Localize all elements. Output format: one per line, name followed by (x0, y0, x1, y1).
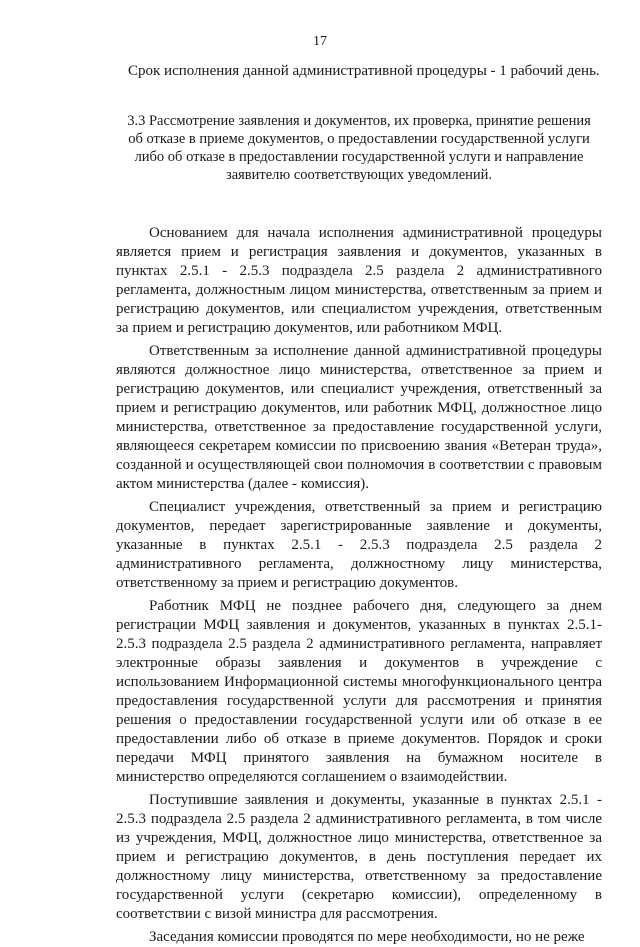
paragraph-received-documents: Поступившие заявления и документы, указанные в пунктах 2.5.1 - 2.5.3 подраздела 2.5 раздела 2 административного регламента, в том числе из учреждения, МФЦ, должностное лицо министерства, ответственное за прием и регистрацию документов, в день поступления передает их должностному лицу министерства, ответственному за предоставление государственной услуги (секретарю комиссии), определенному в соответствии с визой министра для рассмотрения. (116, 792, 602, 922)
paragraph-specialist: Специалист учреждения, ответственный за прием и регистрацию документов, передает зарегистрированные заявление и документы, указанные в пунктах 2.5.1 - 2.5.3 подраздела 2.5 раздела 2 административного регламента, должностному лицу министерства, ответственному за прием и регистрацию документов. (116, 499, 602, 591)
lead-paragraph: Срок исполнения данной административной процедуры - 1 рабочий день. (128, 63, 600, 79)
document-body (116, 62, 602, 947)
paragraph-mfc-worker: Работник МФЦ не позднее рабочего дня, следующего за днем регистрации МФЦ заявления и документов, указанных в пунктах 2.5.1-2.5.3 подраздела 2.5 раздела 2 административного регламента, направляет электронные образы заявления и документов в учреждение с использованием Информационной системы многофункционального центра предоставления государственной услуги для рассмотрения и принятия решения о предоставлении государственной услуги или об отказе в ее предоставлении либо об отказе в приеме документов. Порядок и сроки передачи МФЦ принятого заявления на бумажном носителе в министерство определяются соглашением о взаимодействии. (116, 598, 602, 785)
paragraph-commission-meetings: Заседания комиссии проводятся по мере необходимости, но не реже (149, 929, 585, 945)
section-heading: 3.3 Рассмотрение заявления и документов, их проверка, принятие решения об отказе в приеме документов, о предоставлении государственной услуги либо об отказе в предоставлении государственной услуги и направление заявителю соответствующих уведомлений. (127, 113, 591, 183)
page-number: 17 (313, 34, 327, 49)
paragraph-basis: Основанием для начала исполнения административной процедуры является прием и регистрация заявления и документов, указанных в пунктах 2.5.1 - 2.5.3 подраздела 2.5 раздела 2 административного регламента, должностным лицом министерства, ответственным за прием и регистрацию документов, или специалистом учреждения, ответственным за прием и регистрацию документов, или работником МФЦ. (116, 225, 602, 336)
paragraph-responsible: Ответственным за исполнение данной административной процедуры являются должностное лицо министерства, ответственное за прием и регистрацию документов, или специалист учреждения, ответственный за прием и регистрацию документов, или работник МФЦ, должностное лицо министерства, ответственное за предоставление государственной услуги, являющееся секретарем комиссии по присвоению звания «Ветеран труда», созданной и осуществляющей свои полномочия в соответствии с правовым актом министерства (далее - комиссия). (116, 343, 602, 492)
